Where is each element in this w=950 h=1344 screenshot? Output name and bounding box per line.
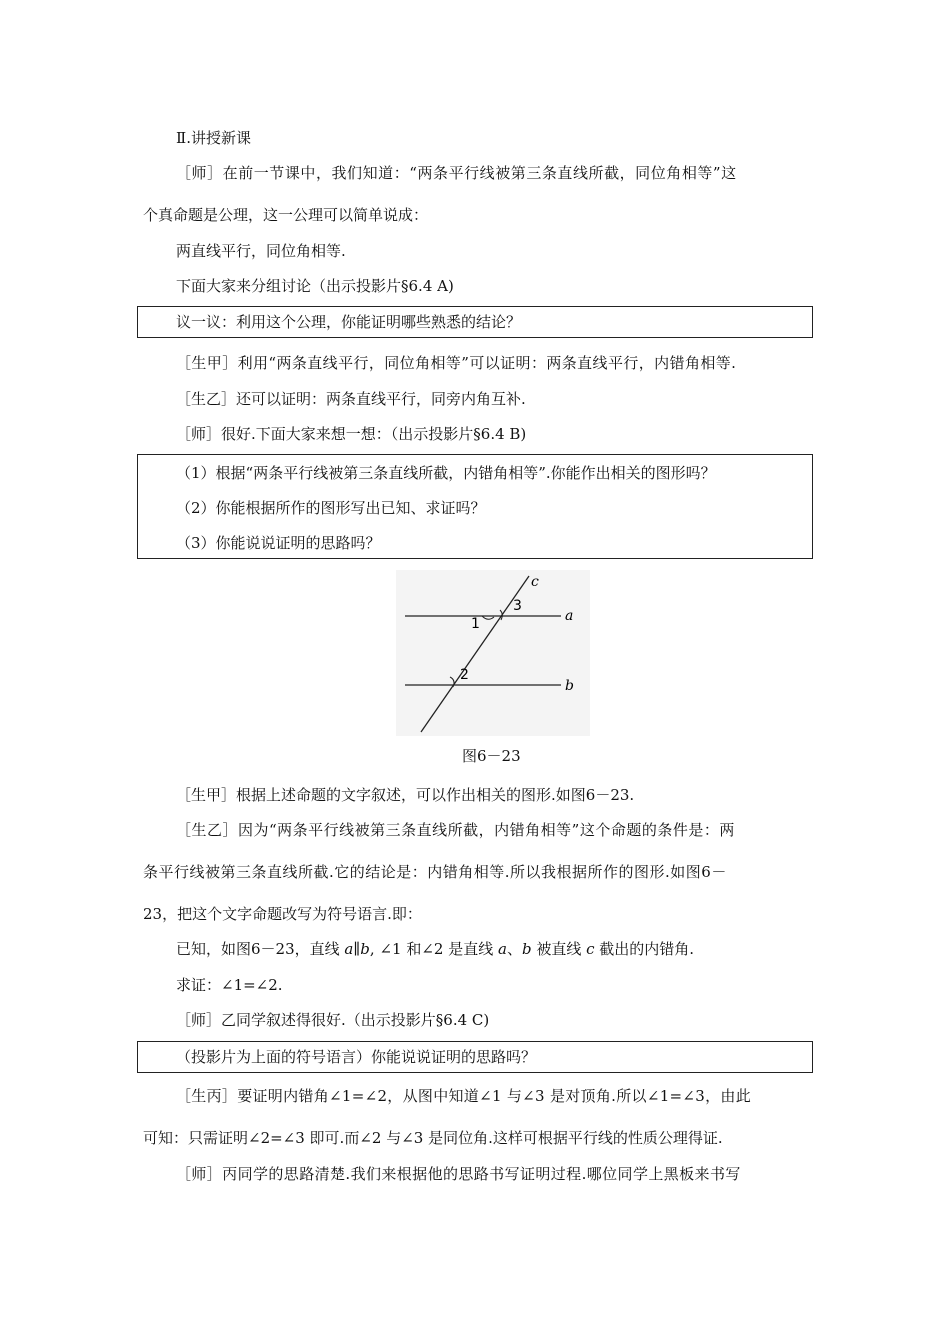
label-1: 1 <box>471 616 480 632</box>
slide-c-text: （投影片为上面的符号语言）你能说说证明的思路吗？ <box>176 1048 537 1066</box>
paragraph-line: ［生丙］要证明内错角∠1=∠2，从图中知道∠1 与∠3 是对顶角.所以∠1=∠3，由此 <box>176 1087 752 1105</box>
paragraph-line: ［生甲］根据上述命题的文字叙述，可以作出相关的图形.如图6－23. <box>176 786 635 804</box>
paragraph-line: 下面大家来分组讨论（出示投影片§6.4 A) <box>176 277 454 295</box>
paragraph-line: ［师］在前一节课中，我们知道：“两条平行线被第三条直线所截，同位角相等”这 <box>176 164 737 182</box>
slide-b-item-1: （1）根据“两条平行线被第三条直线所截，内错角相等”.你能作出相关的图形吗？ <box>176 464 716 482</box>
paragraph-line: 23，把这个文字命题改写为符号语言.即： <box>143 905 422 923</box>
slide-b-item-3: （3）你能说说证明的思路吗？ <box>176 534 381 552</box>
figure-diagram <box>396 570 590 736</box>
paragraph-line: 个真命题是公理，这一公理可以简单说成： <box>143 206 429 224</box>
section-heading: Ⅱ.讲授新课 <box>176 129 251 147</box>
paragraph-line: ［生乙］因为“两条平行线被第三条直线所截，内错角相等”这个命题的条件是：两 <box>176 821 735 839</box>
label-b: b <box>565 678 574 694</box>
slide-box-c <box>137 1041 813 1073</box>
figure-parallel-lines <box>396 570 590 736</box>
paragraph-line: ［师］很好.下面大家来想一想：（出示投影片§6.4 B) <box>176 425 527 443</box>
slide-a-text: 议一议：利用这个公理，你能证明哪些熟悉的结论？ <box>176 313 522 331</box>
slide-b-item-2: （2）你能根据所作的图形写出已知、求证吗？ <box>176 499 486 517</box>
label-c: c <box>531 574 539 590</box>
slide-box-a <box>137 306 813 338</box>
paragraph-line: 条平行线被第三条直线所截.它的结论是：内错角相等.所以我根据所作的图形.如图6－ <box>143 863 727 881</box>
paragraph-line: ［师］丙同学的思路清楚.我们来根据他的思路书写证明过程.哪位同学上黑板来书写 <box>176 1165 741 1183</box>
slide-box-b <box>137 454 813 559</box>
paragraph-line: 求证：∠1=∠2. <box>176 976 283 994</box>
paragraph-line: ［生乙］还可以证明：两条直线平行，同旁内角互补. <box>176 390 526 408</box>
paragraph-line: ［师］乙同学叙述得很好.（出示投影片§6.4 C) <box>176 1011 490 1029</box>
label-a: a <box>565 608 574 624</box>
figure-caption: 图6－23 <box>462 747 521 765</box>
paragraph-line: 可知：只需证明∠2=∠3 即可.而∠2 与∠3 是同位角.这样可根据平行线的性质公理得证. <box>143 1129 723 1147</box>
paragraph-line: 两直线平行，同位角相等. <box>176 242 346 260</box>
paragraph-line: ［生甲］利用“两条直线平行，同位角相等”可以证明：两条直线平行，内错角相等. <box>176 354 737 372</box>
paragraph-line-given: 已知，如图6－23，直线 a∥b, ∠1 和∠2 是直线 a、b 被直线 c 截出的内错角. <box>176 940 695 958</box>
label-3: 3 <box>513 598 522 614</box>
label-2: 2 <box>460 667 469 683</box>
